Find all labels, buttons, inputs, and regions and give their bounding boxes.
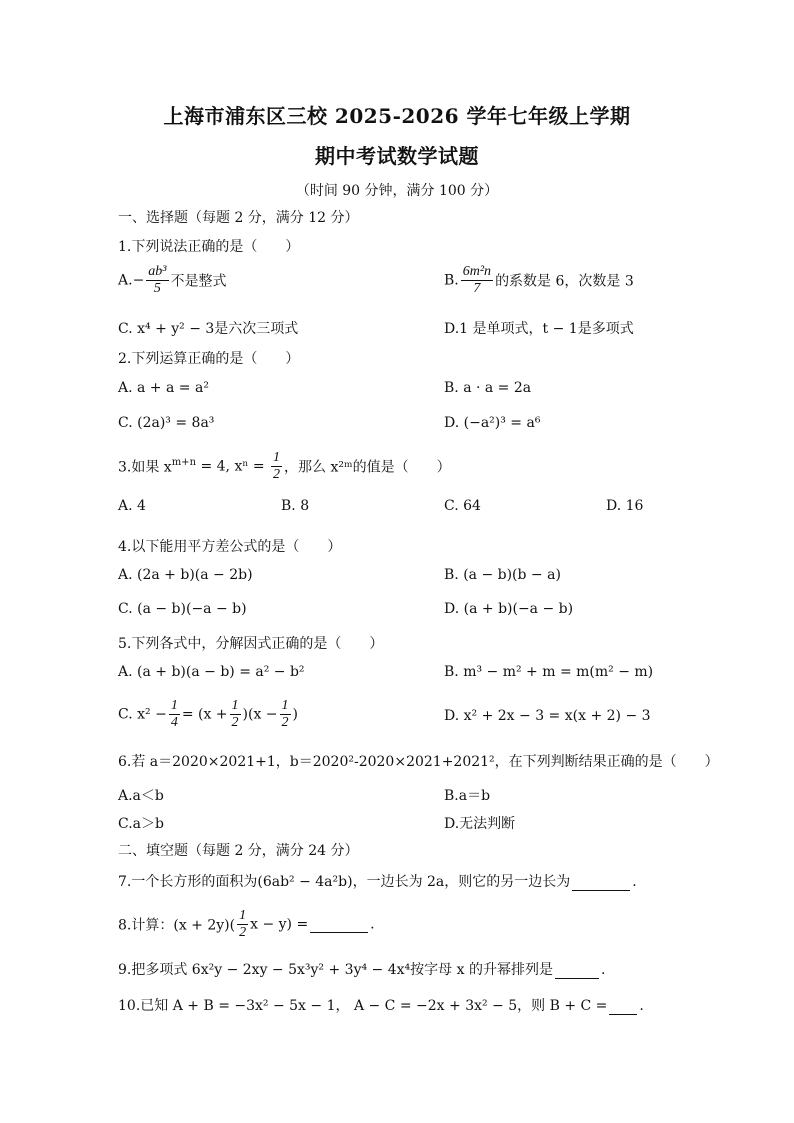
q5c-mid2: )(x − [242, 706, 278, 723]
option-b-text: 的系数是 6，次数是 3 [495, 273, 634, 290]
answer-blank[interactable] [310, 916, 368, 933]
question-5-option-d: D. x² + 2x − 3 = x(x + 2) − 3 [444, 708, 651, 724]
option-a-prefix: A. [118, 272, 133, 289]
question-4-stem: 4.以下能用平方差公式的是（ ） [118, 539, 342, 555]
q7-text: 7.一个长方形的面积为(6ab² − 4a²b)，一边长为 2a，则它的另一边长为 [118, 874, 571, 890]
q9-text: 9.把多项式 6x²y − 2xy − 5x³y² + 3y⁴ − 4x⁴按字母 x 的升幂排列是 [118, 962, 553, 978]
question-3-option-d: D. 16 [606, 498, 644, 514]
q8-period: . [370, 916, 375, 933]
fraction-numerator: ab³ [148, 264, 167, 279]
question-1-option-b [444, 264, 634, 297]
q5c-fraction-2 [230, 698, 241, 731]
page-title-line2: 期中考试数学试题 [315, 144, 479, 168]
answer-blank[interactable] [555, 962, 599, 979]
q8-fraction [237, 908, 248, 941]
question-3-option-a: A. 4 [118, 498, 146, 514]
q5c-mid1: = (x + [181, 706, 228, 723]
section-heading-2: 二、填空题（每题 2 分，满分 24 分） [118, 843, 359, 859]
fraction-denominator: 5 [146, 280, 168, 297]
q8-pre: 8.计算：(x + 2y)( [118, 917, 236, 934]
q8-mid: x − y) = [250, 916, 309, 933]
question-6-option-d: D.无法判断 [444, 816, 516, 832]
page-title-line1: 上海市浦东区三校 2025-2026 学年七年级上学期 [163, 104, 631, 128]
q5c-pre: C. x² − [118, 706, 167, 723]
section-heading-1: 一、选择题（每题 2 分，满分 12 分） [118, 210, 359, 226]
option-b-prefix: B. [444, 272, 459, 289]
question-7 [118, 871, 637, 891]
question-4-option-d: D. (a + b)(−a − b) [444, 601, 574, 617]
question-5-option-c [118, 698, 298, 731]
q3-stem-pre: 3.如果 x [118, 459, 172, 476]
question-5-stem: 5.下列各式中，分解因式正确的是（ ） [118, 636, 384, 652]
q3-stem-post: ，那么 x²ᵐ的值是（ ） [284, 459, 451, 476]
fraction-numerator: 1 [170, 698, 178, 713]
question-3-option-b: B. 8 [281, 498, 310, 514]
fraction-numerator: 1 [281, 698, 289, 713]
question-8 [118, 908, 375, 941]
question-6-option-a: A.a＜b [118, 788, 164, 804]
question-2-stem: 2.下列运算正确的是（ ） [118, 351, 300, 367]
question-2-option-a: A. a + a = a² [118, 380, 209, 396]
fraction-denominator: 4 [170, 715, 178, 730]
fraction-denominator: 2 [231, 715, 239, 730]
question-3-stem [118, 450, 451, 483]
option-a-fraction [146, 264, 168, 297]
q5c-fraction-3 [280, 698, 291, 731]
question-5-option-b: B. m³ − m² + m = m(m² − m) [444, 664, 654, 680]
question-6-option-c: C.a＞b [118, 816, 164, 832]
q10-period: . [639, 998, 644, 1014]
question-2-option-c: C. (2a)³ = 8a³ [118, 415, 215, 431]
fraction-denominator: 2 [281, 715, 289, 730]
option-a-text: 不是整式 [170, 273, 227, 290]
question-9 [118, 959, 605, 979]
fraction-numerator: 6m²n [462, 264, 492, 279]
question-10 [118, 995, 644, 1015]
answer-blank[interactable] [572, 874, 630, 891]
fraction-denominator: 7 [461, 280, 493, 297]
question-4-option-c: C. (a − b)(−a − b) [118, 601, 247, 617]
question-6-option-b: B.a＝b [444, 788, 491, 804]
q5c-end: ) [292, 706, 298, 723]
question-1-stem: 1.下列说法正确的是（ ） [118, 239, 300, 255]
q3-stem-mid: = 4, xⁿ = [196, 458, 270, 475]
fraction-numerator: 1 [273, 450, 281, 465]
question-4-option-b: B. (a − b)(b − a) [444, 567, 561, 583]
question-2-option-d: D. (−a²)³ = a⁶ [444, 415, 541, 431]
question-3-option-c: C. 64 [444, 498, 481, 514]
question-1-option-c: C. x⁴ + y² − 3是六次三项式 [118, 321, 299, 337]
q10-text: 10.已知 A + B = −3x² − 5x − 1， A − C = −2x + 3x² − 5，则 B + C = [118, 998, 608, 1014]
fraction-numerator: 1 [239, 908, 247, 923]
fraction-denominator: 2 [273, 467, 281, 482]
question-1-option-d: D.1 是单项式，t − 1是多项式 [444, 321, 634, 337]
option-b-fraction [461, 264, 493, 297]
fraction-denominator: 2 [239, 925, 247, 940]
q3-fraction [271, 450, 282, 483]
answer-blank[interactable] [609, 998, 637, 1015]
question-5-option-a: A. (a + b)(a − b) = a² − b² [118, 664, 305, 680]
exam-info: （时间 90 分钟，满分 100 分） [295, 183, 499, 199]
question-6-stem: 6.若 a＝2020×2021+1，b＝2020²-2020×2021+2021²，在下列判断结果正确的是（ ） [118, 754, 719, 770]
q9-period: . [600, 962, 606, 978]
q3-exponent: m+n [171, 456, 197, 468]
question-1-option-a: A.− $\frac{\text{ab³}}{5}$ 不是整式 [118, 264, 227, 296]
fraction-numerator: 1 [231, 698, 239, 713]
question-2-option-b: B. a · a = 2a [444, 380, 532, 396]
question-4-option-a: A. (2a + b)(a − 2b) [118, 567, 253, 583]
q5c-fraction-1 [169, 698, 180, 731]
q7-period: . [632, 874, 637, 890]
